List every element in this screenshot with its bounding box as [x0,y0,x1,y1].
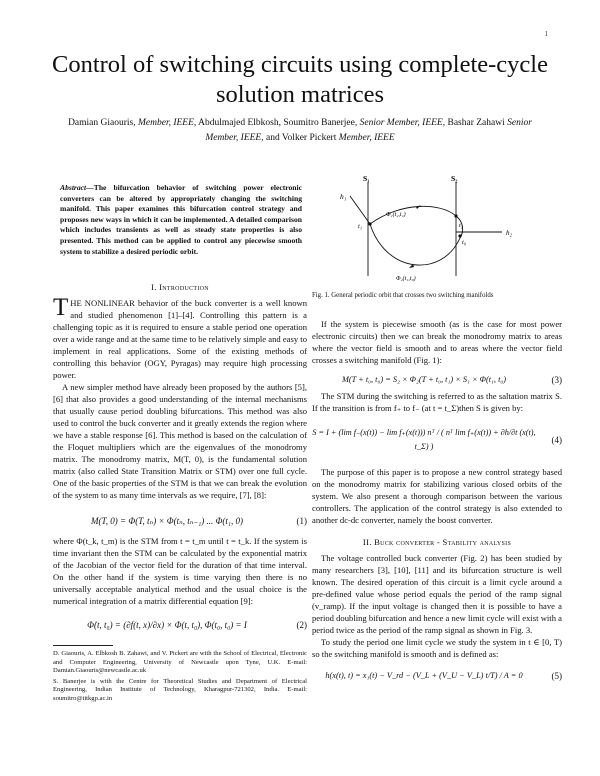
drop-cap: T [53,294,69,321]
author-role-3: Senior Member, IEEE, [205,118,532,143]
right-paragraph-5: To study the period one limit cycle we study the system in t ∈ [0, T) so the switching manifold is smooth and is defined as: [312,637,562,659]
right-paragraph-1: If the system is piecewise smooth (as is the case for most power electronic circuits) then we can break the monodromy matrix to areas where the vector field is smooth and to areas where the vector field crosses a switching manifold (Fig. 1): [312,319,562,365]
author-names-3: Bashar Zahawi [445,118,508,128]
footnote-rule [53,645,113,646]
right-paragraph-2: The STM during the switching is referred to as the saltation matrix S. If the transition is from f₊ to f₋ (at t = t_Σ)then S is given by: [312,391,562,413]
right-paragraph-3: The purpose of this paper is to propose a new control strategy based on the monodromy matrix for stabilizing various closed orbits of the system. We also present a thorough comparison between the various controllers. The application of the control strategy is also extended to another dc-dc converter, namely the boost converter. [312,467,562,525]
intro-paragraph-3: where Φ(t_k, t_m) is the STM from t = t_m until t = t_k. If the system is time invariant then the STM can be calculated by the exponential matrix of the Jacobian of the vector field for the duration of that time interval. On the other hand if the system is time varying then there is no universally acceptable analytical method and the usual choice is the numerical integration of a matrix differential equation [9]: [53,536,307,606]
orbit-lower-arc [370,224,460,265]
footnote-2: S. Banerjee is with the Centre for Theoretical Studies and Department of Electrical Engineering, Indian Institute of Technology, Kharagpur-721302, India. E-mail: soumitro@iitkgp.ac.in [53,677,307,702]
author-role-2: Senior Member, IEEE, [359,118,446,128]
abstract-text: —The bifurcation behavior of switching power electronic converters can be altered by appropriately changing the switching manifold. This paper examines this bifurcation control strategy and proposes new ways in which it can be implemented. A detailed comparison which includes transients as well as steady state properties is also presented. This method can be applied to control any piecewise smooth system to stabilize a desired periodic orbit. [60,183,302,256]
left-column [53,281,307,704]
orbit-arrow-upper [416,205,421,209]
equation-4-body: S = I + (lim f₋(x(t)) − lim f₊(x(t))) nᵀ / ( nᵀ lim f₊(x(t)) + ∂h/∂t (x(t), t_Σ) ) [312,428,536,451]
label-t1: t₁ [358,223,363,230]
figure-1-caption: Fig. 1. General periodic orbit that crosses two switching manifolds [312,292,494,299]
label-t2: t₂ [459,222,464,229]
abstract [60,183,302,257]
equation-2 [53,615,307,639]
abstract-label: Abstract [60,183,87,192]
page-number: 1 [544,30,548,38]
equation-3-number: (3) [551,375,562,385]
equation-2-body: Φ̇(t, t₀) = (∂f(t, x)/∂x) × Φ(t, t₀), Φ(t₀, t₀) = I [87,620,247,630]
equation-1-body: M(T, 0) = Φ(T, tₙ) × Φ(tₙ, tₙ₋₁) ... Φ(t₁, 0) [90,516,244,526]
equation-3 [312,370,562,390]
equation-5-body: h(x(t), t) = x₁(t) − V_rd − (V_L + (V_U − V_L) t/T) / A = 0 [325,671,523,680]
author-list [55,116,545,146]
equation-5 [312,666,562,690]
author-role-4: Member, IEEE [338,133,395,143]
equation-3-body: M(T + t₀, t₀) = S₂ × Φ₂(T + t₀, t₁) × S₁ × Φ(t₁, t₀) [341,375,507,384]
intro-paragraph-1-text: HE NONLINEAR behavior of the buck converter is a well known and studied phenomenon [1]–[4]. Controlling this pattern is a challenging topic as it is required to ensure a stable period one operation over a wide range and at the same time to be relatively simple and easy to implement in real applications. Some of the existing methods of controlling this behavior (OGY, Pyragas) may require high processing power. [53,298,307,380]
equation-1-number: (1) [296,516,307,526]
label-s1: S₁ [363,174,370,183]
author-names-4: and Volker Pickert [263,133,339,143]
equation-2-number: (2) [296,620,307,630]
equation-5-number: (5) [551,671,562,681]
author-names-2: Abdulmajed Elbkosh, Soumitro Banerjee, [196,118,360,128]
label-s2: S₂ [451,174,458,183]
footnote-1: D. Giaouris, A. Elbkosh B. Zahawi, and V. Pickert are with the School of Electrical, Electronic and Computer Engineering, University of Newcastle upon Tyne, U.K. E-mail: Damian.Giaouris@newcastle.ac.uk [53,650,307,675]
label-t0: t₀ [462,239,467,246]
right-paragraph-4: The voltage controlled buck converter (Fig. 2) has been studied by many researchers [3], [10], [11] and its bifurcation structure is well known. The desired operation of this circuit is a limit cycle around a pre-defined value whose period equals the period of the ramp signal (v_ramp). If the input voltage is changed then it is possible to have a period doubling bifurcation and hence a new limit cycle will exist with a period twice as the period of the ramp signal as shown in Fig. 3. [312,553,562,635]
point-t0 [458,234,461,237]
author-names-1: Damian Giaouris, [68,118,138,128]
point-t2 [454,214,457,217]
author-role-1: Member, IEEE, [137,118,197,128]
right-column [312,318,562,690]
orbit-upper-arc [370,206,456,224]
label-h2: h₂ [506,229,512,237]
h1-path [350,196,370,224]
equation-4-number: (4) [551,435,562,445]
point-t1 [368,222,371,225]
intro-paragraph-1 [53,294,307,381]
section-heading-intro: I. Introduction [151,282,209,292]
paper-title: Control of switching circuits using complete-cycle solution matrices [51,51,548,108]
section-heading-buck: II. Buck converter - Stability analysis [362,537,512,547]
equation-1 [53,511,307,535]
label-phi1: Φ₁(t₂,t₁) [386,212,406,218]
label-phi2: Φ₂(t₁,t₀) [396,276,416,282]
equation-4 [312,418,562,466]
figure-1-orbit-diagram [330,172,540,284]
intro-paragraph-2: A new simpler method have already been proposed by the authors [5], [6] that also provides a good understanding of the internal mechanisms that usually cause period doubling bifurcations. This method was also used to control the buck converter and it greatly extends the region where we have a stable response [6]. This method is based on the calculation of the Floquet multipliers which are the eigenvalues of the monodromy matrix. The monodromy matrix, M(T, 0), is the fundamental solution matrix (also called State Transition Matrix or STM) over one full cycle. One of the basic properties of the STM is that we can break the evolution of the system to as many time intervals as we require, [7], [8]: [53,382,307,500]
label-h1: h₁ [340,192,347,201]
